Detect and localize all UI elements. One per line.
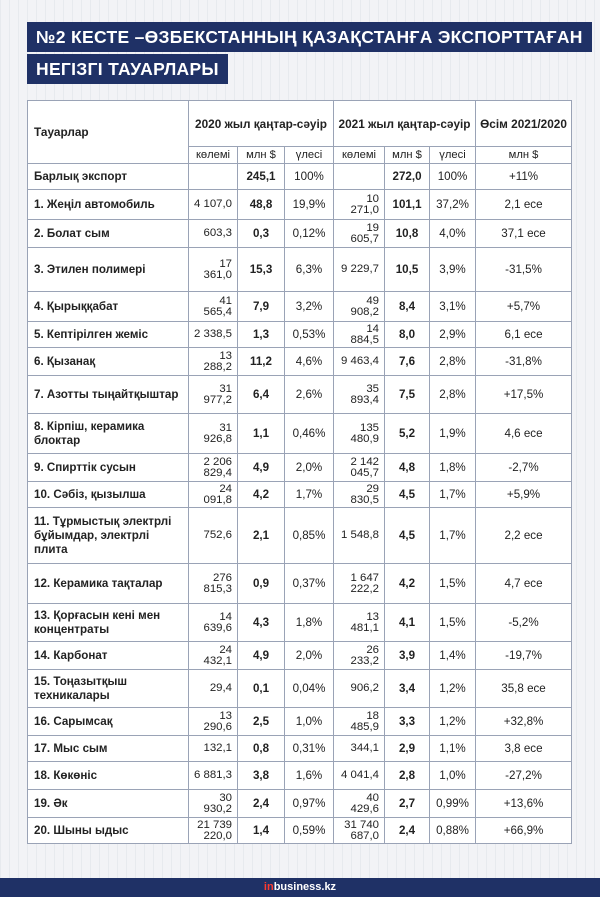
table-row bbox=[28, 190, 572, 220]
row-name: 13. Қорғасын кені мен концентраты bbox=[28, 604, 189, 642]
share-2021: 1,9% bbox=[430, 414, 476, 454]
volume-2020: 2 338,5 bbox=[189, 322, 238, 348]
mln-2020: 0,9 bbox=[238, 564, 285, 604]
mln-2020: 0,1 bbox=[238, 670, 285, 708]
growth-value: +5,9% bbox=[476, 482, 572, 508]
share-2021: 3,1% bbox=[430, 292, 476, 322]
mln-2020: 4,3 bbox=[238, 604, 285, 642]
volume-2021: 9 229,7 bbox=[334, 248, 385, 292]
share-2021: 1,5% bbox=[430, 604, 476, 642]
share-2021: 1,2% bbox=[430, 670, 476, 708]
growth-value: 4,7 есе bbox=[476, 564, 572, 604]
row-name: 4. Қырыққабат bbox=[28, 292, 189, 322]
volume-2021: 135 480,9 bbox=[334, 414, 385, 454]
row-name: 10. Сәбіз, қызылша bbox=[28, 482, 189, 508]
volume-2020: 31 977,2 bbox=[189, 376, 238, 414]
share-2021: 1,0% bbox=[430, 762, 476, 790]
share-2021: 1,2% bbox=[430, 708, 476, 736]
share-2021: 1,7% bbox=[430, 482, 476, 508]
volume-2021: 9 463,4 bbox=[334, 348, 385, 376]
table-row bbox=[28, 348, 572, 376]
mln-2021: 2,7 bbox=[385, 790, 430, 818]
volume-2020: 6 881,3 bbox=[189, 762, 238, 790]
growth-value: +13,6% bbox=[476, 790, 572, 818]
volume-2020: 24 091,8 bbox=[189, 482, 238, 508]
share-2020: 0,04% bbox=[285, 670, 334, 708]
mln-2020: 1,3 bbox=[238, 322, 285, 348]
mln-2020: 15,3 bbox=[238, 248, 285, 292]
table-row bbox=[28, 220, 572, 248]
table-row bbox=[28, 762, 572, 790]
table-row bbox=[28, 376, 572, 414]
table-row bbox=[28, 454, 572, 482]
row-name: 14. Карбонат bbox=[28, 642, 189, 670]
table-row bbox=[28, 322, 572, 348]
volume-2020: 41 565,4 bbox=[189, 292, 238, 322]
row-name: 20. Шыны ыдыс bbox=[28, 818, 189, 844]
share-2021: 0,88% bbox=[430, 818, 476, 844]
share-2020: 100% bbox=[285, 164, 334, 190]
volume-2020: 2 206 829,4 bbox=[189, 454, 238, 482]
growth-value: 35,8 есе bbox=[476, 670, 572, 708]
mln-2021: 3,9 bbox=[385, 642, 430, 670]
table-row bbox=[28, 482, 572, 508]
mln-2021: 2,9 bbox=[385, 736, 430, 762]
mln-2021: 7,5 bbox=[385, 376, 430, 414]
row-name: 3. Этилен полимері bbox=[28, 248, 189, 292]
mln-2021: 4,8 bbox=[385, 454, 430, 482]
growth-value: 3,8 есе bbox=[476, 736, 572, 762]
page-title bbox=[27, 22, 592, 84]
share-2020: 0,31% bbox=[285, 736, 334, 762]
volume-2020: 24 432,1 bbox=[189, 642, 238, 670]
mln-2021: 8,0 bbox=[385, 322, 430, 348]
mln-2020: 245,1 bbox=[238, 164, 285, 190]
mln-2021: 2,4 bbox=[385, 818, 430, 844]
volume-2020: 30 930,2 bbox=[189, 790, 238, 818]
table-row bbox=[28, 642, 572, 670]
row-name: 7. Азотты тыңайтқыштар bbox=[28, 376, 189, 414]
volume-2020: 4 107,0 bbox=[189, 190, 238, 220]
share-2021: 37,2% bbox=[430, 190, 476, 220]
volume-2021: 40 429,6 bbox=[334, 790, 385, 818]
share-2021: 0,99% bbox=[430, 790, 476, 818]
growth-value: 4,6 есе bbox=[476, 414, 572, 454]
share-2020: 0,53% bbox=[285, 322, 334, 348]
mln-2021: 4,5 bbox=[385, 482, 430, 508]
mln-2021: 4,1 bbox=[385, 604, 430, 642]
row-name: 9. Спирттік сусын bbox=[28, 454, 189, 482]
share-2020: 2,0% bbox=[285, 454, 334, 482]
volume-2020: 14 639,6 bbox=[189, 604, 238, 642]
row-name: 15. Тоңазытқыш техникалары bbox=[28, 670, 189, 708]
volume-2020: 29,4 bbox=[189, 670, 238, 708]
share-2021: 2,9% bbox=[430, 322, 476, 348]
mln-2021: 8,4 bbox=[385, 292, 430, 322]
volume-2021: 13 481,1 bbox=[334, 604, 385, 642]
mln-2021: 101,1 bbox=[385, 190, 430, 220]
volume-2021: 19 605,7 bbox=[334, 220, 385, 248]
header-volume-2020: көлемі bbox=[189, 147, 238, 164]
mln-2021: 2,8 bbox=[385, 762, 430, 790]
share-2021: 1,5% bbox=[430, 564, 476, 604]
mln-2021: 7,6 bbox=[385, 348, 430, 376]
mln-2020: 2,4 bbox=[238, 790, 285, 818]
growth-value: -27,2% bbox=[476, 762, 572, 790]
volume-2020: 13 288,2 bbox=[189, 348, 238, 376]
volume-2020: 603,3 bbox=[189, 220, 238, 248]
table-row bbox=[28, 790, 572, 818]
share-2020: 2,6% bbox=[285, 376, 334, 414]
mln-2021: 5,2 bbox=[385, 414, 430, 454]
share-2020: 0,12% bbox=[285, 220, 334, 248]
table-row bbox=[28, 604, 572, 642]
table-row bbox=[28, 670, 572, 708]
share-2021: 3,9% bbox=[430, 248, 476, 292]
growth-value: +11% bbox=[476, 164, 572, 190]
share-2021: 1,4% bbox=[430, 642, 476, 670]
row-name: 1. Жеңіл автомобиль bbox=[28, 190, 189, 220]
share-2020: 19,9% bbox=[285, 190, 334, 220]
table-row bbox=[28, 564, 572, 604]
growth-value: -19,7% bbox=[476, 642, 572, 670]
export-table bbox=[27, 100, 571, 844]
volume-2020: 31 926,8 bbox=[189, 414, 238, 454]
volume-2020: 752,6 bbox=[189, 508, 238, 564]
mln-2020: 11,2 bbox=[238, 348, 285, 376]
header-growth: Өсім 2021/2020 bbox=[476, 101, 572, 147]
header-period-2020: 2020 жыл қаңтар-сәуір bbox=[189, 101, 334, 147]
table-row bbox=[28, 818, 572, 844]
row-name: 16. Сарымсақ bbox=[28, 708, 189, 736]
footer-bar bbox=[0, 878, 600, 897]
volume-2021: 49 908,2 bbox=[334, 292, 385, 322]
volume-2020: 21 739 220,0 bbox=[189, 818, 238, 844]
table-row bbox=[28, 164, 572, 190]
volume-2021: 1 548,8 bbox=[334, 508, 385, 564]
share-2020: 1,6% bbox=[285, 762, 334, 790]
mln-2020: 1,1 bbox=[238, 414, 285, 454]
table-row bbox=[28, 708, 572, 736]
volume-2021: 1 647 222,2 bbox=[334, 564, 385, 604]
table-row bbox=[28, 414, 572, 454]
row-name: Барлық экспорт bbox=[28, 164, 189, 190]
share-2020: 1,8% bbox=[285, 604, 334, 642]
mln-2020: 4,2 bbox=[238, 482, 285, 508]
row-name: 6. Қызанақ bbox=[28, 348, 189, 376]
header-mln-2021: млн $ bbox=[385, 147, 430, 164]
growth-value: +5,7% bbox=[476, 292, 572, 322]
volume-2020: 13 290,6 bbox=[189, 708, 238, 736]
mln-2021: 10,8 bbox=[385, 220, 430, 248]
row-name: 18. Көкөніс bbox=[28, 762, 189, 790]
volume-2021: 2 142 045,7 bbox=[334, 454, 385, 482]
title-line-2: НЕГІЗГІ ТАУАРЛАРЫ bbox=[27, 54, 228, 84]
share-2021: 2,8% bbox=[430, 348, 476, 376]
mln-2021: 4,5 bbox=[385, 508, 430, 564]
share-2021: 1,7% bbox=[430, 508, 476, 564]
growth-value: -5,2% bbox=[476, 604, 572, 642]
header-volume-2021: көлемі bbox=[334, 147, 385, 164]
share-2020: 6,3% bbox=[285, 248, 334, 292]
share-2020: 4,6% bbox=[285, 348, 334, 376]
share-2021: 1,8% bbox=[430, 454, 476, 482]
share-2020: 1,7% bbox=[285, 482, 334, 508]
volume-2021: 26 233,2 bbox=[334, 642, 385, 670]
share-2020: 1,0% bbox=[285, 708, 334, 736]
growth-value: -2,7% bbox=[476, 454, 572, 482]
volume-2020: 17 361,0 bbox=[189, 248, 238, 292]
volume-2020: 276 815,3 bbox=[189, 564, 238, 604]
mln-2021: 3,4 bbox=[385, 670, 430, 708]
growth-value: -31,5% bbox=[476, 248, 572, 292]
share-2021: 2,8% bbox=[430, 376, 476, 414]
row-name: 17. Мыс сым bbox=[28, 736, 189, 762]
volume-2020 bbox=[189, 164, 238, 190]
share-2021: 100% bbox=[430, 164, 476, 190]
share-2020: 2,0% bbox=[285, 642, 334, 670]
share-2021: 4,0% bbox=[430, 220, 476, 248]
share-2020: 0,59% bbox=[285, 818, 334, 844]
mln-2021: 272,0 bbox=[385, 164, 430, 190]
row-name: 11. Тұрмыстық электрлі бұйымдар, электрлі плита bbox=[28, 508, 189, 564]
mln-2020: 3,8 bbox=[238, 762, 285, 790]
header-goods: Тауарлар bbox=[28, 101, 189, 164]
mln-2020: 48,8 bbox=[238, 190, 285, 220]
row-name: 2. Болат сым bbox=[28, 220, 189, 248]
mln-2021: 10,5 bbox=[385, 248, 430, 292]
table-row bbox=[28, 508, 572, 564]
volume-2021 bbox=[334, 164, 385, 190]
header-period-2021: 2021 жыл қаңтар-сәуір bbox=[334, 101, 476, 147]
row-name: 19. Әк bbox=[28, 790, 189, 818]
volume-2021: 35 893,4 bbox=[334, 376, 385, 414]
share-2020: 3,2% bbox=[285, 292, 334, 322]
header-share-2021: үлесі bbox=[430, 147, 476, 164]
growth-value: +66,9% bbox=[476, 818, 572, 844]
mln-2020: 6,4 bbox=[238, 376, 285, 414]
table-row bbox=[28, 248, 572, 292]
growth-value: -31,8% bbox=[476, 348, 572, 376]
share-2020: 0,37% bbox=[285, 564, 334, 604]
mln-2020: 0,8 bbox=[238, 736, 285, 762]
mln-2020: 2,5 bbox=[238, 708, 285, 736]
growth-value: 6,1 есе bbox=[476, 322, 572, 348]
growth-value: +32,8% bbox=[476, 708, 572, 736]
mln-2020: 1,4 bbox=[238, 818, 285, 844]
volume-2021: 10 271,0 bbox=[334, 190, 385, 220]
volume-2021: 4 041,4 bbox=[334, 762, 385, 790]
table-row bbox=[28, 292, 572, 322]
volume-2021: 29 830,5 bbox=[334, 482, 385, 508]
mln-2020: 4,9 bbox=[238, 454, 285, 482]
mln-2020: 2,1 bbox=[238, 508, 285, 564]
volume-2021: 31 740 687,0 bbox=[334, 818, 385, 844]
row-name: 5. Кептірілген жеміс bbox=[28, 322, 189, 348]
volume-2021: 344,1 bbox=[334, 736, 385, 762]
header-growth-unit: млн $ bbox=[476, 147, 572, 164]
volume-2021: 906,2 bbox=[334, 670, 385, 708]
footer-logo: inbusiness.kz bbox=[263, 881, 337, 893]
share-2020: 0,46% bbox=[285, 414, 334, 454]
title-line-1: №2 КЕСТЕ –ӨЗБЕКСТАННЫҢ ҚАЗАҚСТАНҒА ЭКСПОРТТАҒАН bbox=[27, 22, 592, 52]
share-2020: 0,85% bbox=[285, 508, 334, 564]
row-name: 8. Кірпіш, керамика блоктар bbox=[28, 414, 189, 454]
volume-2020: 132,1 bbox=[189, 736, 238, 762]
mln-2020: 0,3 bbox=[238, 220, 285, 248]
growth-value: 2,2 есе bbox=[476, 508, 572, 564]
mln-2020: 4,9 bbox=[238, 642, 285, 670]
mln-2020: 7,9 bbox=[238, 292, 285, 322]
share-2020: 0,97% bbox=[285, 790, 334, 818]
volume-2021: 14 884,5 bbox=[334, 322, 385, 348]
share-2021: 1,1% bbox=[430, 736, 476, 762]
volume-2021: 18 485,9 bbox=[334, 708, 385, 736]
mln-2021: 3,3 bbox=[385, 708, 430, 736]
header-share-2020: үлесі bbox=[285, 147, 334, 164]
row-name: 12. Керамика тақталар bbox=[28, 564, 189, 604]
header-mln-2020: млн $ bbox=[238, 147, 285, 164]
growth-value: 37,1 есе bbox=[476, 220, 572, 248]
mln-2021: 4,2 bbox=[385, 564, 430, 604]
growth-value: 2,1 есе bbox=[476, 190, 572, 220]
table-body bbox=[28, 164, 572, 844]
table-row bbox=[28, 736, 572, 762]
growth-value: +17,5% bbox=[476, 376, 572, 414]
